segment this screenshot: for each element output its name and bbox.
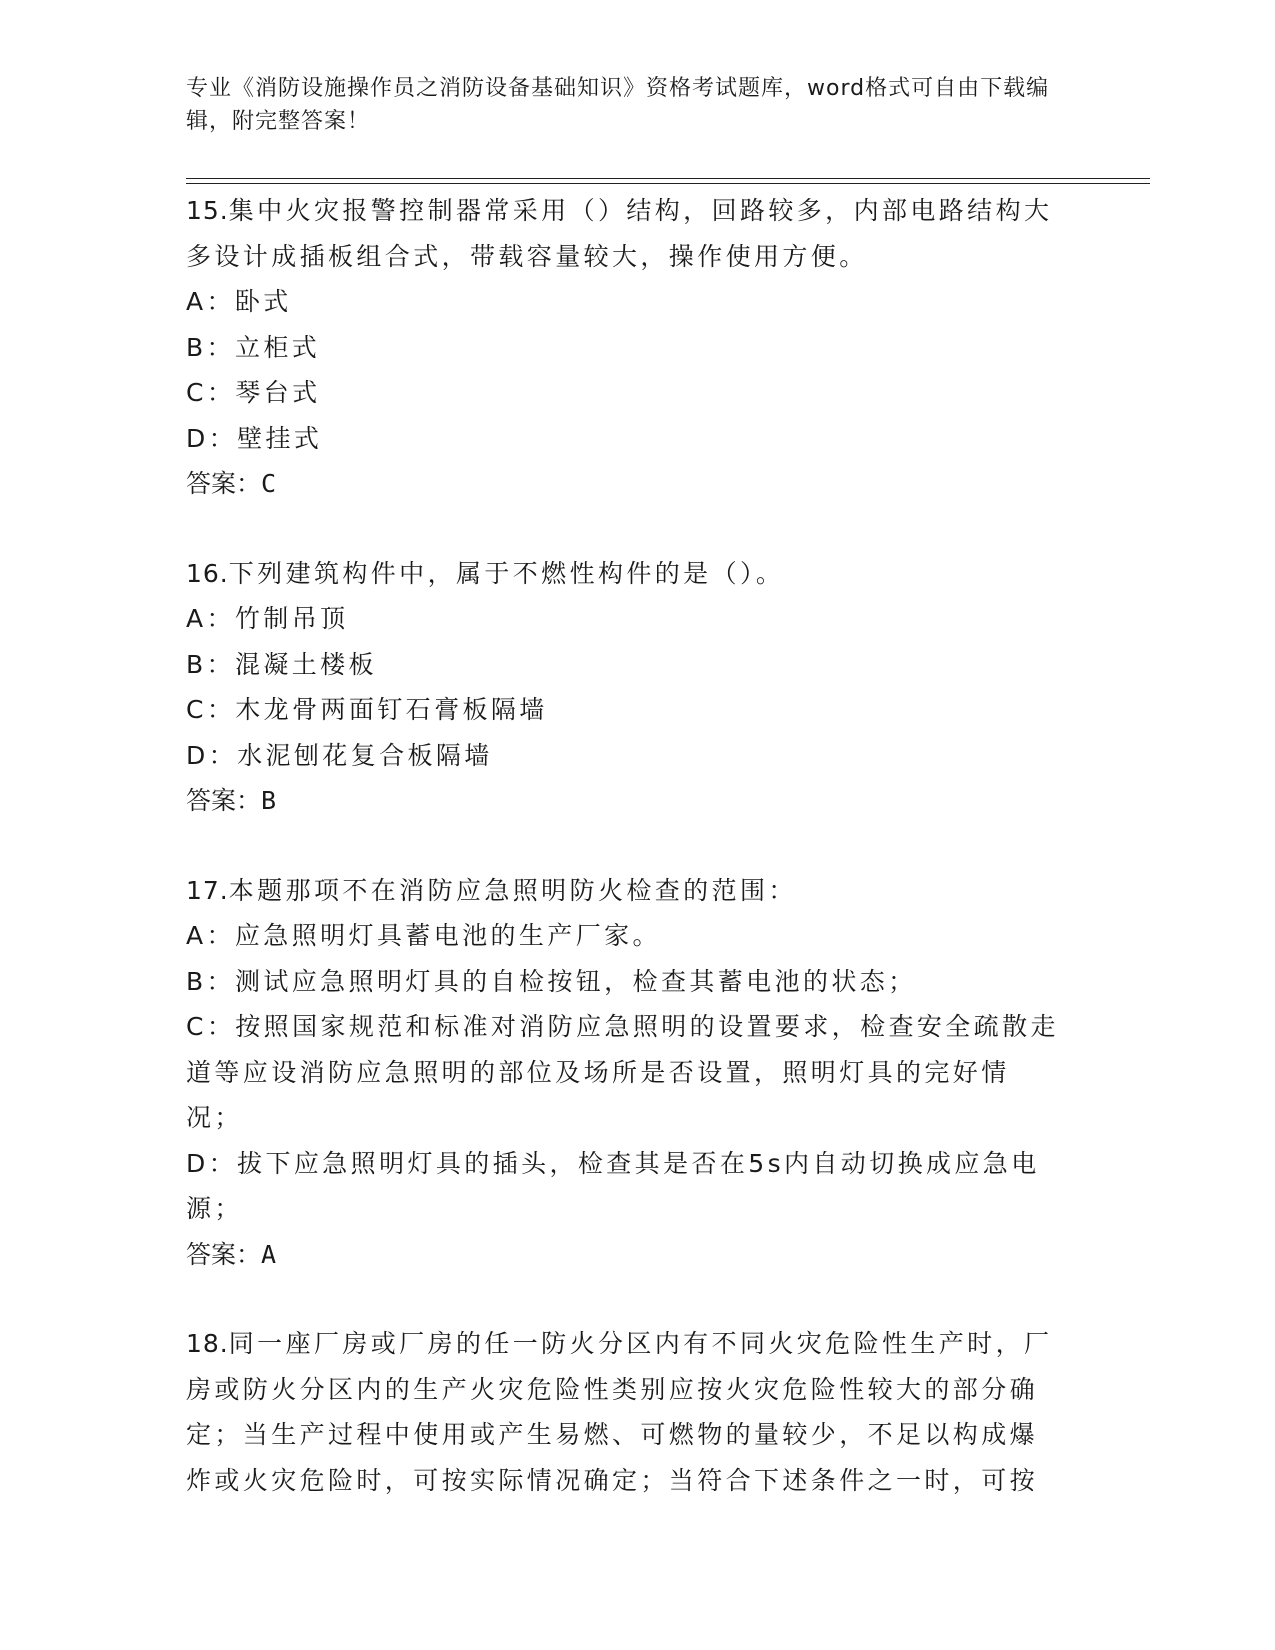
question-text: 本题那项不在消防应急照明防火检查的范围： xyxy=(228,875,797,905)
option-text: 壁挂式 xyxy=(237,423,323,453)
option-label: B： xyxy=(186,649,235,679)
question-number: 15. xyxy=(186,196,229,225)
option-d xyxy=(186,733,1066,779)
option-label: A： xyxy=(186,287,235,316)
answer-value: C xyxy=(261,469,277,498)
option-text: 按照国家规范和标准对消防应急照明的设置要求，检查安全疏散走道等应设消防应急照明的部位及场所是否设置，照明灯具的完好情况； xyxy=(186,1012,1059,1132)
option-text: 拔下应急照明灯具的插头，检查其是否在5s内自动切换成应急电源； xyxy=(186,1148,1040,1223)
option-text: 木龙骨两面钉石膏板隔墙 xyxy=(235,695,548,724)
question-stem xyxy=(186,868,1066,914)
option-label: A： xyxy=(186,921,235,950)
question-text: 下列建筑构件中，属于不燃性构件的是（）。 xyxy=(228,558,785,588)
option-text: 琴台式 xyxy=(235,378,321,407)
question-number: 18. xyxy=(186,1329,229,1358)
answer-value: A xyxy=(261,1239,277,1269)
option-label: B： xyxy=(186,966,235,996)
option-b xyxy=(186,959,1066,1005)
option-label: C： xyxy=(186,378,236,407)
question-18 xyxy=(186,1321,1066,1503)
answer-label: 答案： xyxy=(186,469,262,498)
option-text: 卧式 xyxy=(234,287,292,316)
option-text: 竹制吊顶 xyxy=(234,604,349,633)
answer-label: 答案： xyxy=(186,1239,262,1269)
header-divider-top xyxy=(186,178,1150,179)
question-stem xyxy=(186,188,1066,279)
header-divider-bottom xyxy=(186,183,1150,184)
question-list xyxy=(186,188,1066,1503)
document-header: 专业《消防设施操作员之消防设备基础知识》资格考试题库，word格式可自由下载编辑，附完整答案！ xyxy=(186,76,1050,134)
question-text: 同一座厂房或厂房的任一防火分区内有不同火灾危险性生产时，厂房或防火分区内的生产火灾危险性类别应按火灾危险性较大的部分确定；当生产过程中使用或产生易燃、可燃物的量较少，不足以构成爆炸或火灾危险时，可按实际情况确定；当符合下述条件之一时，可按 xyxy=(186,1329,1053,1495)
question-15 xyxy=(186,188,1066,507)
option-b xyxy=(186,325,1066,371)
option-d xyxy=(186,416,1066,462)
option-c xyxy=(186,687,1066,733)
option-label: A： xyxy=(186,604,235,633)
answer-line xyxy=(186,461,1066,507)
option-label: D： xyxy=(186,423,238,453)
option-c xyxy=(186,1004,1066,1141)
question-stem xyxy=(186,551,1066,597)
option-text: 水泥刨花复合板隔墙 xyxy=(237,740,493,770)
option-text: 测试应急照明灯具的自检按钮，检查其蓄电池的状态； xyxy=(234,966,917,996)
option-label: C： xyxy=(186,695,236,724)
option-a xyxy=(186,913,1066,959)
question-number: 16. xyxy=(186,558,229,588)
answer-label: 答案： xyxy=(186,786,262,815)
option-d xyxy=(186,1141,1066,1232)
question-16 xyxy=(186,551,1066,824)
option-text: 混凝土楼板 xyxy=(234,649,377,679)
option-label: D： xyxy=(186,1148,238,1178)
option-text: 立柜式 xyxy=(234,332,321,362)
answer-line xyxy=(186,778,1066,824)
option-label: D： xyxy=(186,740,238,770)
question-stem xyxy=(186,1321,1066,1503)
option-text: 应急照明灯具蓄电池的生产厂家。 xyxy=(234,921,661,950)
option-a xyxy=(186,279,1066,325)
option-label: B： xyxy=(186,332,235,362)
answer-value: B xyxy=(261,786,277,815)
question-number: 17. xyxy=(186,875,229,905)
option-b xyxy=(186,642,1066,688)
question-text: 集中火灾报警控制器常采用（）结构，回路较多，内部电路结构大多设计成插板组合式，带载容量较大，操作使用方便。 xyxy=(186,196,1053,271)
question-17 xyxy=(186,868,1066,1278)
option-a xyxy=(186,596,1066,642)
option-c xyxy=(186,370,1066,416)
option-label: C： xyxy=(186,1012,236,1041)
answer-line xyxy=(186,1232,1066,1278)
